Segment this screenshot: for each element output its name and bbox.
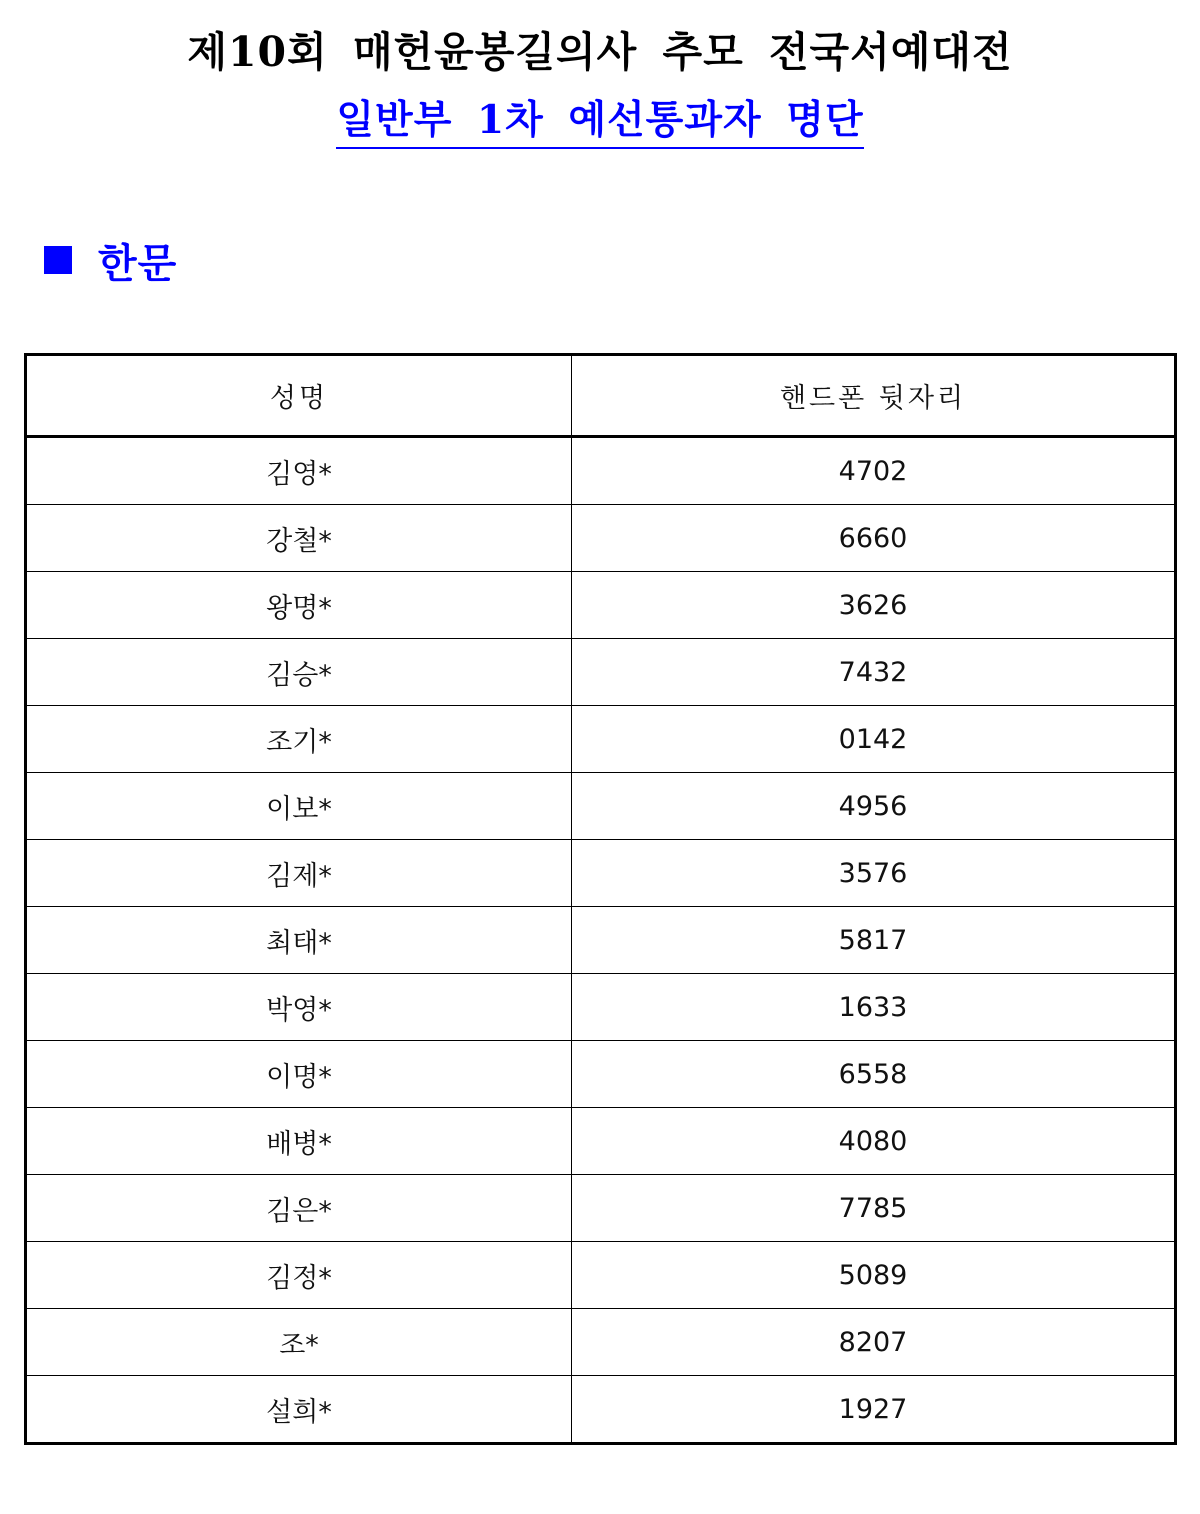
- phone-cell: 5817: [572, 907, 1176, 974]
- table-row: [26, 706, 1176, 773]
- table-row: [26, 1309, 1176, 1376]
- roster-table: [24, 353, 1177, 1445]
- name-cell: 이보*: [26, 773, 572, 840]
- subtitle-container: [0, 94, 1200, 149]
- table-row: [26, 1175, 1176, 1242]
- document-subtitle: 일반부 1차 예선통과자 명단: [336, 94, 863, 149]
- phone-cell: 3626: [572, 572, 1176, 639]
- name-cell: 조*: [26, 1309, 572, 1376]
- phone-cell: 4956: [572, 773, 1176, 840]
- phone-cell: 4080: [572, 1108, 1176, 1175]
- table-row: [26, 572, 1176, 639]
- table-row: [26, 773, 1176, 840]
- phone-cell: 1633: [572, 974, 1176, 1041]
- table-row: [26, 639, 1176, 706]
- phone-cell: 6558: [572, 1041, 1176, 1108]
- phone-cell: 0142: [572, 706, 1176, 773]
- name-cell: 김제*: [26, 840, 572, 907]
- table-row: [26, 1041, 1176, 1108]
- name-cell: 최태*: [26, 907, 572, 974]
- document-title: 제10회 매헌윤봉길의사 추모 전국서예대전: [187, 28, 1013, 76]
- name-cell: 왕명*: [26, 572, 572, 639]
- name-cell: 조기*: [26, 706, 572, 773]
- table-row: [26, 1376, 1176, 1444]
- name-cell: 강철*: [26, 505, 572, 572]
- name-cell: 김정*: [26, 1242, 572, 1309]
- name-cell: 배병*: [26, 1108, 572, 1175]
- phone-cell: 6660: [572, 505, 1176, 572]
- name-cell: 설희*: [26, 1376, 572, 1444]
- column-header-name: 성명: [26, 355, 572, 437]
- phone-cell: 3576: [572, 840, 1176, 907]
- phone-cell: 4702: [572, 437, 1176, 505]
- table-header-row: [26, 355, 1176, 437]
- phone-cell: 7432: [572, 639, 1176, 706]
- table-row: [26, 840, 1176, 907]
- phone-cell: 8207: [572, 1309, 1176, 1376]
- phone-cell: 5089: [572, 1242, 1176, 1309]
- phone-cell: 1927: [572, 1376, 1176, 1444]
- name-cell: 김은*: [26, 1175, 572, 1242]
- filled-square-icon: [44, 246, 72, 274]
- section-label: 한문: [98, 239, 178, 287]
- name-cell: 김승*: [26, 639, 572, 706]
- name-cell: 김영*: [26, 437, 572, 505]
- phone-cell: 7785: [572, 1175, 1176, 1242]
- name-cell: 박영*: [26, 974, 572, 1041]
- table-row: [26, 1108, 1176, 1175]
- table-row: [26, 505, 1176, 572]
- table-row: [26, 907, 1176, 974]
- name-cell: 이명*: [26, 1041, 572, 1108]
- section-heading: [44, 232, 177, 288]
- table-row: [26, 974, 1176, 1041]
- table-row: [26, 437, 1176, 505]
- table-row: [26, 1242, 1176, 1309]
- column-header-phone: 핸드폰 뒷자리: [572, 355, 1176, 437]
